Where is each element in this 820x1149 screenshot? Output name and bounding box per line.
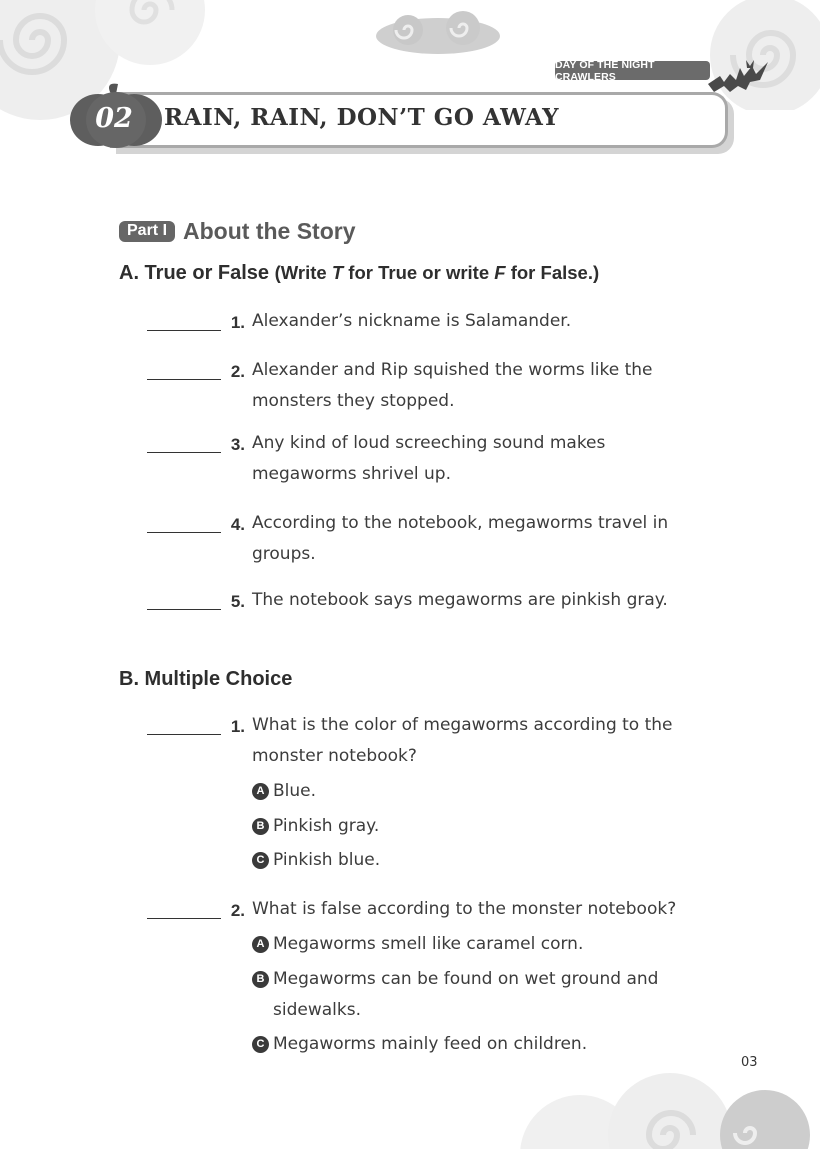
option-letter-icon: A xyxy=(252,936,269,953)
option-a[interactable]: A Megaworms smell like caramel corn. xyxy=(252,929,692,960)
option-b[interactable]: B Megaworms can be found on wet ground and sidewalks. xyxy=(252,964,692,1026)
section-a-heading xyxy=(119,262,599,285)
option-c[interactable]: C Pinkish blue. xyxy=(252,845,692,876)
option-a[interactable]: A Blue. xyxy=(252,776,692,807)
question-text: Alexander and Rip squished the worms like the monsters they stopped. xyxy=(252,360,653,411)
answer-blank[interactable] xyxy=(147,330,221,331)
part-heading xyxy=(119,218,356,245)
answer-blank[interactable] xyxy=(147,452,221,453)
option-letter-icon: A xyxy=(252,783,269,800)
answer-blank[interactable] xyxy=(147,379,221,380)
swirl-cloud-top-center xyxy=(368,8,508,58)
answer-blank[interactable] xyxy=(147,918,221,919)
option-letter-icon: C xyxy=(252,1036,269,1053)
option-b[interactable]: B Pinkish gray. xyxy=(252,811,692,842)
question-text: The notebook says megaworms are pinkish gray. xyxy=(252,590,668,610)
chapter-number: 02 xyxy=(95,102,133,134)
option-letter-icon: C xyxy=(252,852,269,869)
question-text: According to the notebook, megaworms travel in groups. xyxy=(252,513,669,564)
question-text: What is the color of megaworms according to the monster notebook? xyxy=(252,715,673,766)
section-a-label: A. True or False xyxy=(119,262,270,284)
page-number: 03 xyxy=(741,1055,758,1070)
part-badge: Part I xyxy=(119,221,175,242)
section-b-heading: B. Multiple Choice xyxy=(119,668,293,690)
option-c[interactable]: C Megaworms mainly feed on children. xyxy=(252,1029,692,1060)
series-badge: DAY OF THE NIGHT CRAWLERS xyxy=(555,61,710,80)
section-a-instruction: (Write T for True or write F for False.) xyxy=(274,262,600,283)
answer-blank[interactable] xyxy=(147,734,221,735)
answer-blank[interactable] xyxy=(147,609,221,610)
question-text: Alexander’s nickname is Salamander. xyxy=(252,311,572,331)
chapter-title: RAIN, RAIN, DON’T GO AWAY xyxy=(164,104,560,131)
option-letter-icon: B xyxy=(252,971,269,988)
question-text: What is false according to the monster notebook? xyxy=(252,899,677,919)
answer-blank[interactable] xyxy=(147,532,221,533)
option-letter-icon: B xyxy=(252,818,269,835)
question-text: Any kind of loud screeching sound makes megaworms shrivel up. xyxy=(252,433,606,484)
part-title: About the Story xyxy=(183,218,356,244)
swirl-cloud-bottom-right xyxy=(500,1055,820,1149)
